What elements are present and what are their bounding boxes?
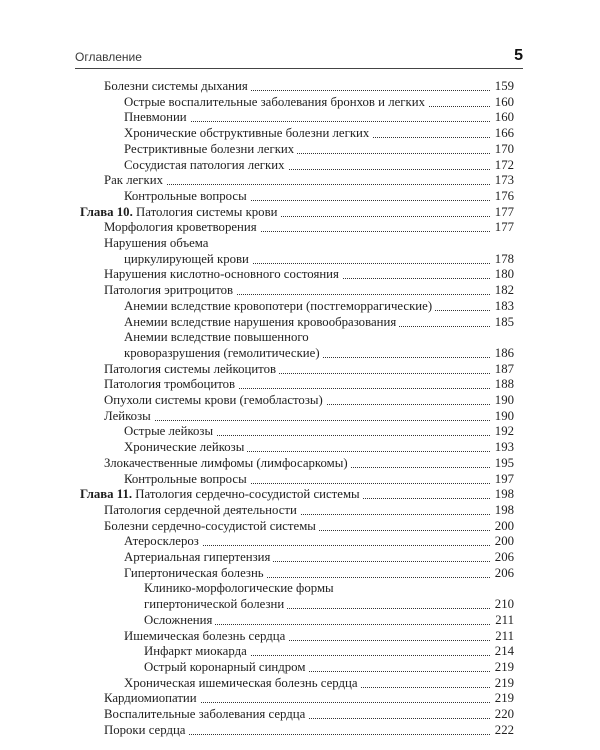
toc-entry [104,236,514,251]
toc-entry [124,299,514,314]
toc-entry [104,220,514,235]
toc-entry-text: Морфология кроветворения [104,220,257,235]
toc-entry [124,330,514,345]
toc-entry-page: 206 [491,550,514,565]
toc-entry-text: Ишемическая болезнь сердца [124,628,286,643]
toc-entry-page: 219 [491,691,514,706]
toc-entry-text: Осложнения [144,612,213,627]
toc-entry-page: 211 [491,613,514,628]
toc-chapter [80,487,514,502]
toc-entry [124,346,514,361]
toc-entry-page: 190 [491,409,514,424]
toc-entry-text: Злокачественные лимфомы (лимфосаркомы) [104,455,348,470]
toc-entry-title [124,346,323,361]
toc-entry-text: Анемии вследствие кровопотери (постгеморрагические) [124,298,433,313]
toc-entry-title [124,126,372,141]
toc-entry-text: Кардиомиопатии [104,691,197,706]
toc-entry-page: 193 [491,440,514,455]
toc-entry [104,691,514,706]
toc-entry-text: Сосудистая патология легких [124,157,285,172]
toc-entry-text: Патология системы лейкоцитов [104,361,277,376]
toc-entry-page: 172 [491,158,514,173]
toc-entry-text: Гипертоническая болезнь [124,565,264,580]
toc-entry-title [124,440,247,455]
toc-entry-text: кроворазрушения (гемолитические) [124,345,320,360]
toc-entry [124,550,514,565]
toc-entry-page: 173 [491,173,514,188]
toc-entry-title [104,723,189,738]
toc-entry-page: 190 [491,393,514,408]
toc-entry [104,173,514,188]
toc-entry-page: 219 [491,660,514,675]
toc-entry [124,252,514,267]
toc-entry-title [144,660,308,675]
toc-entry [144,660,514,675]
toc-entry-page: 214 [491,644,514,659]
toc-entry [104,519,514,534]
toc-entry-page: 200 [491,534,514,549]
toc-entry-text: Контрольные вопросы [124,471,247,486]
chapter-number: Глава 11. [80,487,133,502]
toc-entry-title [80,205,280,220]
toc-entry [124,534,514,549]
page-number: 5 [514,47,523,64]
toc-entry-page: 170 [491,142,514,157]
toc-entry [144,581,514,596]
toc-entry [104,283,514,298]
toc-entry [104,409,514,424]
toc-entry-title [104,173,166,188]
toc-entry-title [104,267,342,282]
toc-entry-page: 180 [491,267,514,282]
toc-entry-page: 185 [491,315,514,330]
toc-entry-text: Воспалительные заболевания сердца [104,707,306,721]
toc-entry-page: 222 [491,723,514,738]
toc-entry-page: 182 [491,283,514,298]
toc-entry-page: 160 [491,110,514,125]
toc-entry-title [124,424,216,439]
toc-entry-title [124,629,288,644]
toc-entry-page: 219 [491,676,514,691]
toc-entry-page: 198 [491,503,514,518]
toc-entry-text: Патология эритроцитов [104,283,234,298]
toc-entry-text: Артериальная гипертензия [124,550,271,564]
toc-entry-title [124,158,288,173]
toc-entry [104,723,514,738]
toc-entry-text: Хроническая ишемическая болезнь сердца [124,675,358,690]
toc-entry-text: Острые лейкозы [124,424,214,439]
toc-entry-page: 197 [491,472,514,487]
toc-entry-text: Патология сердечной деятельности [104,502,297,517]
toc-entry-title [104,362,279,377]
toc-entry-text: Нарушения кислотно-основного состояния [104,267,339,282]
toc-entry-text: Лейкозы [104,408,151,423]
toc-entry-title [104,707,308,722]
toc-entry-page: 211 [491,629,514,644]
toc-entry-title [104,283,236,298]
toc-entry-page: 159 [491,79,514,94]
toc-entry [124,315,514,330]
toc-entry [124,424,514,439]
toc-entry-text: Острый коронарный синдром [144,659,306,674]
toc-entry-title [124,110,190,125]
toc-entry-title [124,299,435,314]
toc-entry-title [124,142,297,157]
toc-entry-page: 198 [491,487,514,502]
toc-entry-title [124,472,250,487]
chapter-number: Глава 10. [80,204,133,219]
toc-entry-page: 166 [491,126,514,141]
running-header-title: Оглавление [75,50,142,64]
toc-entry [104,267,514,282]
toc-entry [124,158,514,173]
toc-entry-text: Патология сердечно-сосудистой системы [135,487,360,502]
toc-entry-page: 187 [491,362,514,377]
dot-leader [104,420,514,421]
toc-entry-text: Нарушения объема [104,236,209,250]
toc-entry-text: Опухоли системы крови (гемобластозы) [104,393,323,407]
toc-entry-text: Хронические лейкозы [124,440,245,455]
toc-entry [144,613,514,628]
toc-entry [124,440,514,455]
toc-entry [124,142,514,157]
toc-entry-text: Пороки сердца [104,722,186,737]
toc-entry [124,95,514,110]
toc-entry-page: 178 [491,252,514,267]
toc-entry-title [104,236,211,251]
toc-entry-title [124,95,428,110]
toc-entry [124,126,514,141]
toc-entry-title [104,377,238,392]
toc-entry-text: Пневмонии [124,110,187,125]
toc-entry-title [124,330,312,345]
toc-entry-text: Анемии вследствие нарушения кровообразования [124,314,397,329]
toc-entry-text: Острые воспалительные заболевания бронхов и легких [124,94,426,109]
toc-entry-page: 206 [491,566,514,581]
toc-entry [144,644,514,659]
toc-entry-text: Патология системы крови [135,204,278,219]
toc-entry [104,362,514,377]
toc-entry-text: Рестриктивные болезни легких [124,141,295,156]
toc-entry-text: Контрольные вопросы [124,188,247,203]
toc-entry-page: 192 [491,424,514,439]
toc-entry-text: Болезни сердечно-сосудистой системы [104,518,316,533]
toc-entry-title [144,581,337,596]
toc-entry [124,629,514,644]
toc-entry-page: 177 [491,205,514,220]
toc-entry-text: Патология тромбоцитов [104,377,236,392]
toc-entry-text: Болезни системы дыхания [104,79,248,93]
toc-entry [124,676,514,691]
toc-entry [104,79,514,94]
toc-entry-title [124,550,273,565]
toc-entry-page: 186 [491,346,514,361]
toc-entry-title [104,519,319,534]
toc-entry-page: 160 [491,95,514,110]
toc-entry-title [104,456,351,471]
toc-entry-title [124,566,267,581]
toc-entry-title [124,315,399,330]
toc-entry-page: 195 [491,456,514,471]
toc-entry [104,393,514,408]
toc-entry-page: 200 [491,519,514,534]
toc-entry [144,597,514,612]
toc-entry-text: Хронические обструктивные болезни легких [124,126,370,141]
toc-entry-title [104,409,154,424]
toc-entry [104,503,514,518]
toc-entry [124,189,514,204]
toc-entry-text: циркулирующей крови [124,251,249,266]
toc-entry [124,110,514,125]
toc-entry-title [124,252,252,267]
toc-entry-page: 183 [491,299,514,314]
toc-entry-page: 188 [491,377,514,392]
toc-entry-page: 210 [491,597,514,612]
toc-entry-text: Рак легких [104,173,163,188]
toc-entry [104,707,514,722]
toc-entry-title [144,644,250,659]
toc-entry-title [104,220,260,235]
toc-entry [104,456,514,471]
toc-entry [124,472,514,487]
toc-entry-text: Инфаркт миокарда [144,644,247,659]
toc-entry-title [124,676,361,691]
toc-entry-text: Атеросклероз [124,534,199,549]
toc-entry [124,566,514,581]
toc-entry-page: 176 [491,189,514,204]
toc-entry-text: гипертонической болезни [144,597,285,612]
toc-entry-text: Клинико-морфологические формы [144,581,334,596]
toc-entry-title [124,534,202,549]
toc-entry-title [104,79,251,94]
toc-chapter [80,205,514,220]
toc-entry-title [104,691,200,706]
toc-entry-title [104,503,300,518]
toc-entry-title [80,487,363,502]
toc-entry-title [144,597,287,612]
toc-entry-title [104,393,326,408]
toc-entry-title [144,613,215,628]
toc-entry [104,377,514,392]
toc-entry-page: 177 [491,220,514,235]
toc-entry-text: Анемии вследствие повышенного [124,330,309,345]
toc-entry-title [124,189,250,204]
toc-entry-page: 220 [491,707,514,722]
